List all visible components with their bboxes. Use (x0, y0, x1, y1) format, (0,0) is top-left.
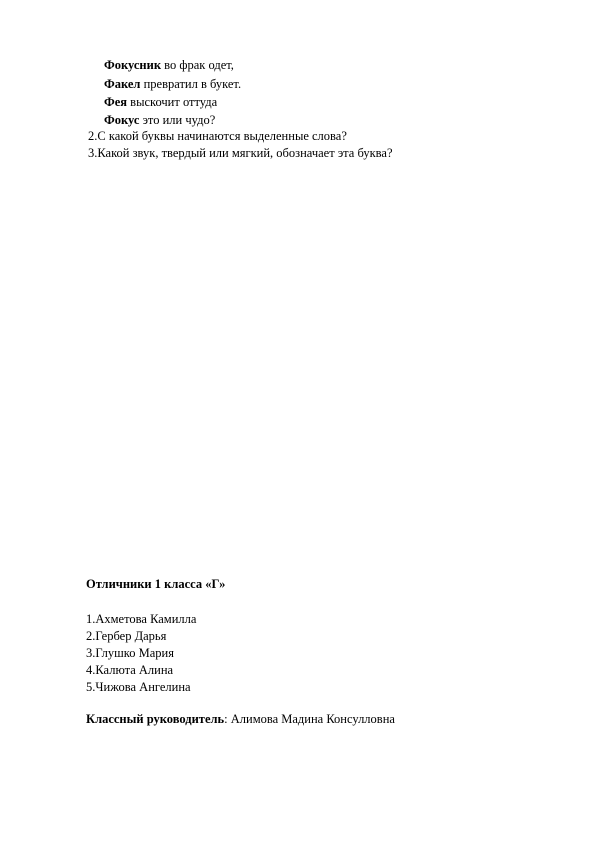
poem-text: выскочит оттуда (127, 95, 218, 109)
teacher-line (86, 712, 395, 727)
poem-line-1 (104, 58, 234, 73)
student-item-5: 5.Чижова Ангелина (86, 680, 191, 694)
question-3: 3.Какой звук, твердый или мягкий, обозначает эта буква? (88, 146, 393, 160)
question-2: 2.С какой буквы начинаются выделенные слова? (88, 129, 347, 143)
student-item-4: 4.Калюта Алина (86, 663, 174, 677)
poem-text: во фрак одет, (161, 58, 234, 72)
student-item-3: 3.Глушко Мария (86, 646, 174, 660)
highlighted-word: Фокусник (104, 58, 162, 72)
poem-line-4 (104, 113, 215, 128)
teacher-label: Классный руководитель (86, 712, 225, 726)
teacher-name: Алимова Мадина Консулловна (230, 712, 395, 726)
student-item-1: 1.Ахметова Камилла (86, 612, 197, 626)
poem-line-2 (104, 77, 241, 92)
highlighted-word: Факел (104, 77, 141, 91)
honors-heading-text: Отличники 1 класса «Г» (86, 577, 226, 591)
poem-line-3 (104, 95, 217, 110)
highlighted-word: Фея (104, 95, 128, 109)
teacher-separator: : (224, 712, 231, 726)
honors-heading (86, 577, 225, 592)
poem-text: это или чудо? (139, 113, 216, 127)
poem-text: превратил в букет. (140, 77, 242, 91)
highlighted-word: Фокус (104, 113, 140, 127)
student-item-2: 2.Гербер Дарья (86, 629, 167, 643)
